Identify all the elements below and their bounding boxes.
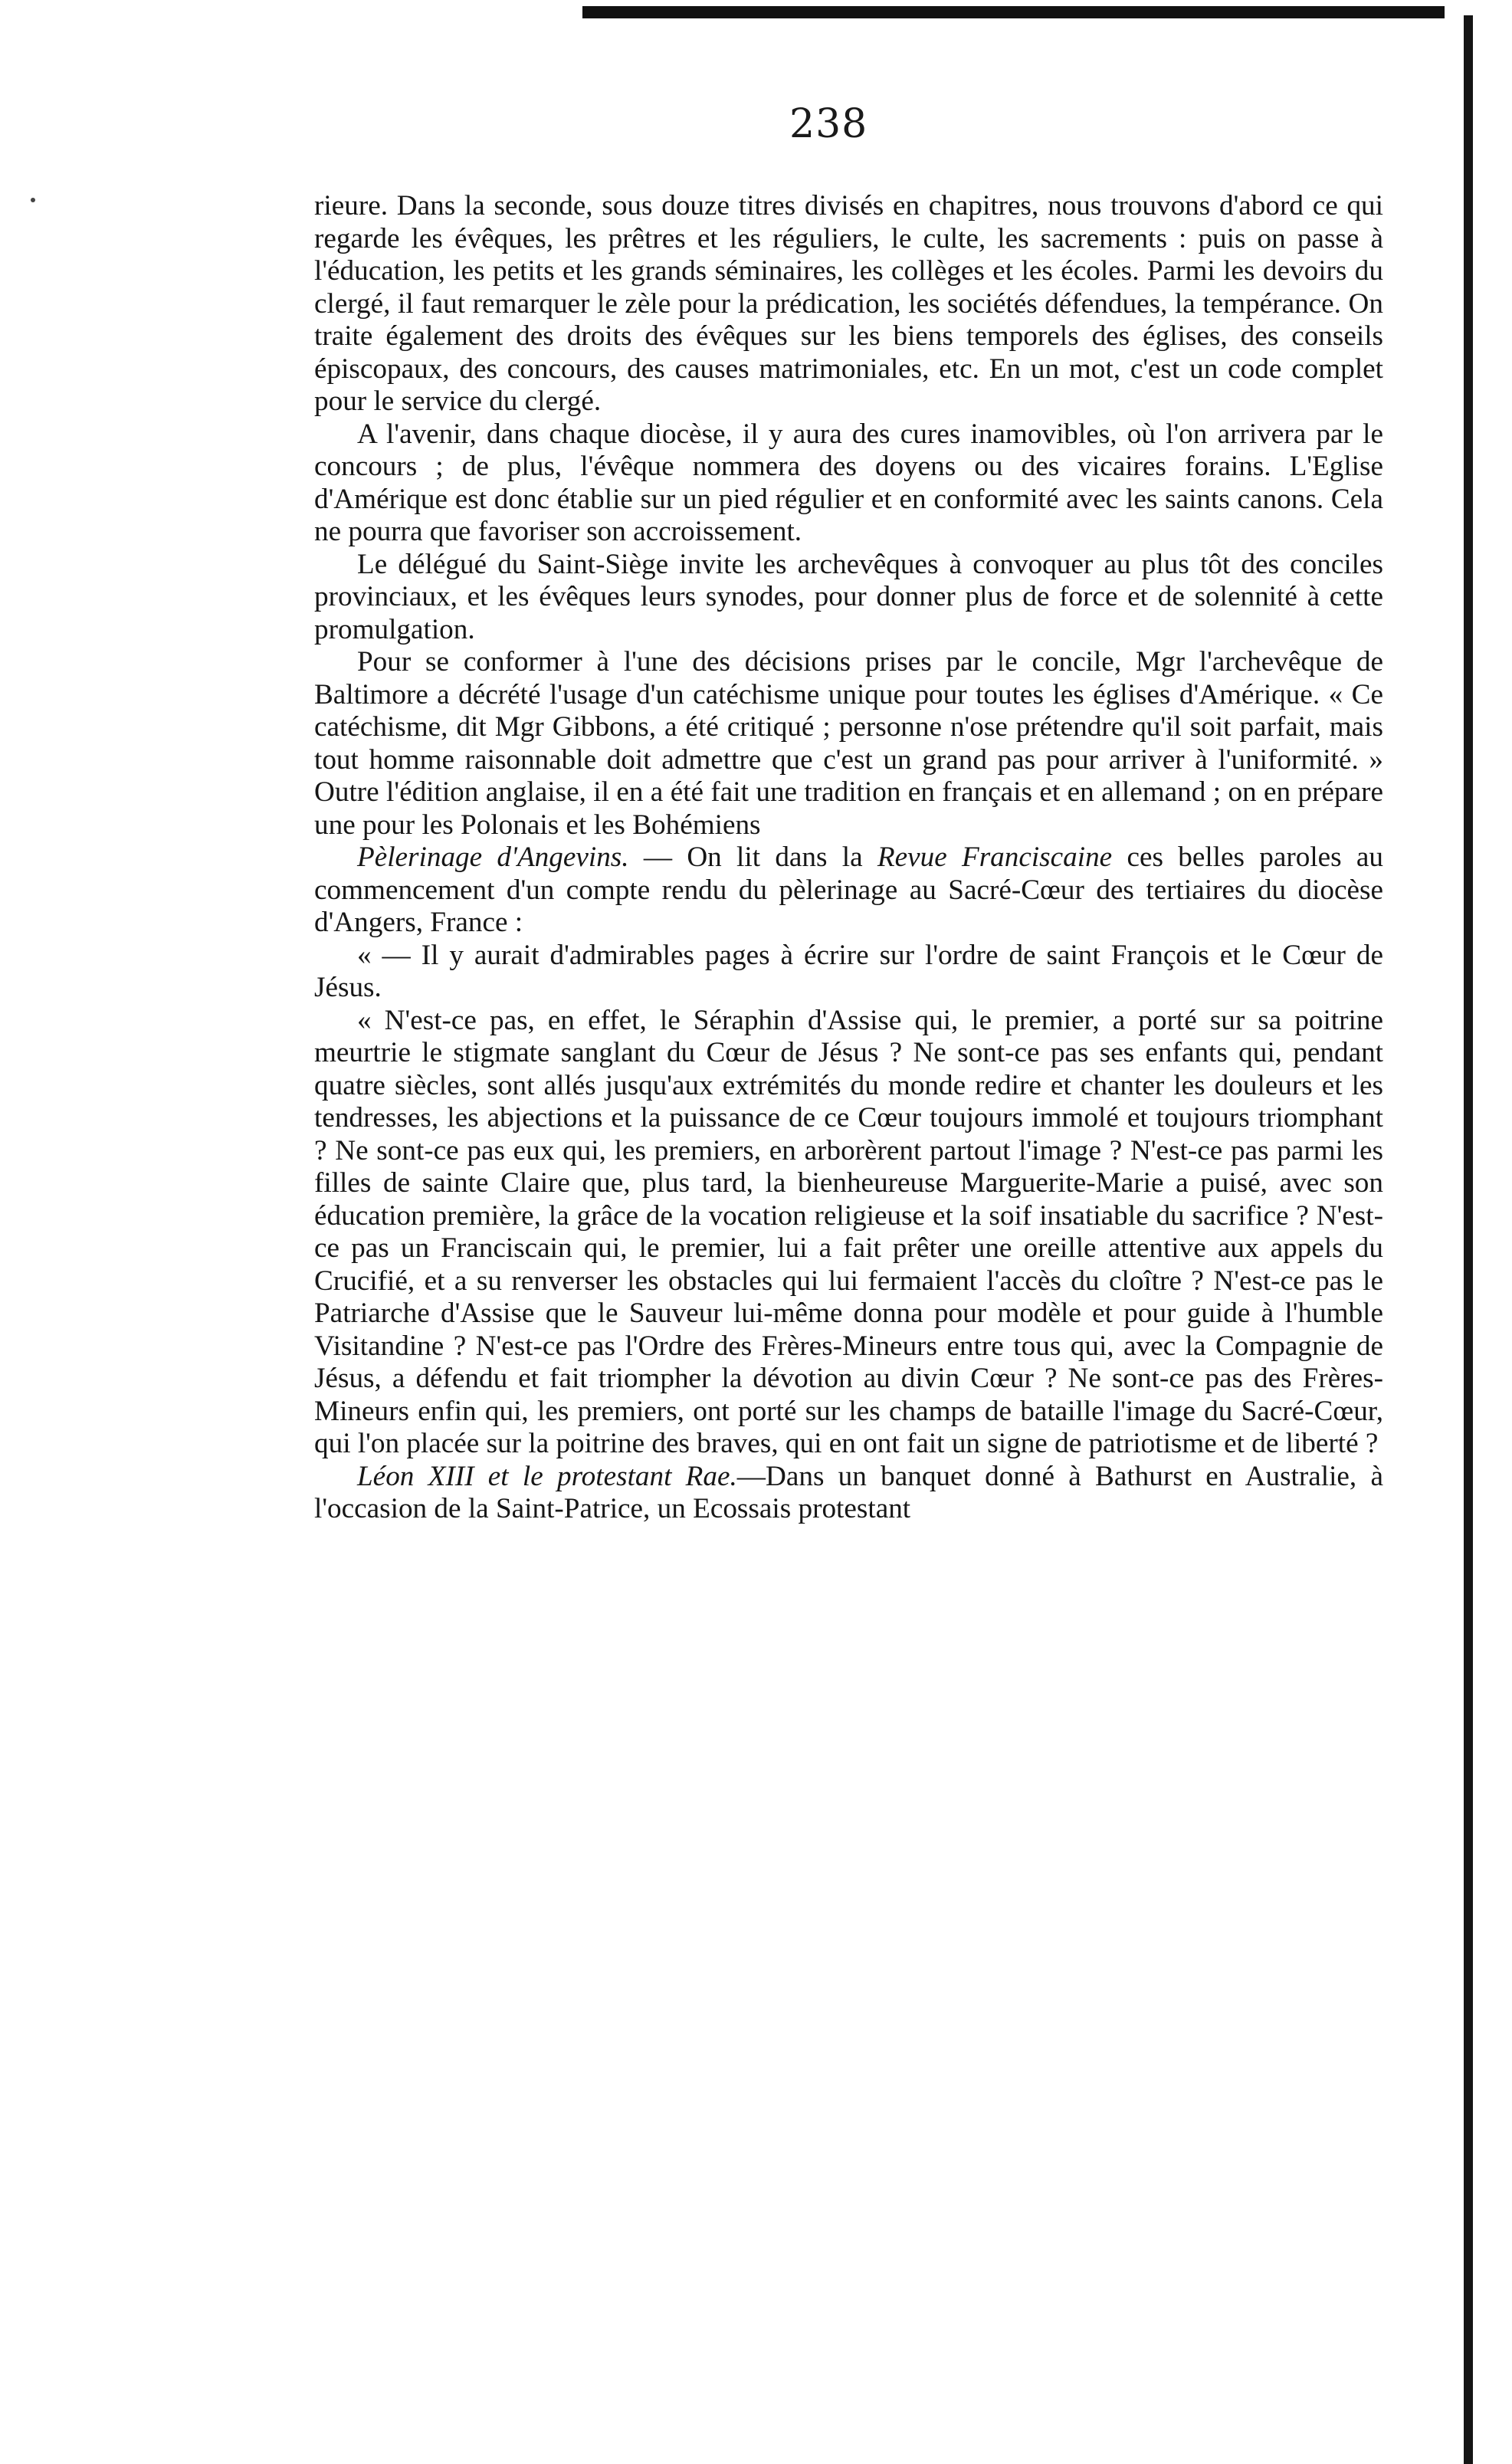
revue-franciscaine-title: Revue Franciscaine	[877, 842, 1113, 873]
ink-speck	[31, 198, 35, 202]
paragraph-5-text-b: ces belles paroles au commencement d'un compte rendu du pèlerinage au Sacré-Cœur des tertiaires du diocèse d'Angers, France :	[314, 842, 1384, 938]
paragraph-8-text: —Dans un banquet donné à Bathurst en Australie, à l'occasion de la Saint-Patrice, un Ecossais protestant	[314, 1460, 1383, 1524]
paragraph-2-text: A l'avenir, dans chaque diocèse, il y aura des cures inamovibles, où l'on arrivera par le concours ; de plus, l'évêque nommera des doyens ou des vicaires forains. L'Eglise d'Amérique est donc établie sur un pied régulier et en conformité avec les saints canons. Cela ne pourra que favoriser son accroissement.	[314, 418, 1383, 547]
paragraph-8	[314, 1461, 1383, 1526]
paragraph-3	[314, 549, 1383, 647]
section-title-leon-xiii: Léon XIII et le protestant Rae.	[357, 1460, 737, 1492]
paragraph-6	[314, 940, 1383, 1005]
paragraph-3-text: Le délégué du Saint-Siège invite les archevêques à convoquer au plus tôt des conciles provinciaux, et les évêques leurs synodes, pour donner plus de force et de solennité à cette promulgation.	[314, 548, 1383, 645]
paragraph-5	[314, 842, 1383, 940]
paragraph-7	[314, 1005, 1383, 1461]
top-border-rule	[582, 6, 1445, 18]
page-edge-shadow	[1464, 15, 1473, 2464]
paragraph-4-text: Pour se conformer à l'une des décisions prises par le concile, Mgr l'archevêque de Baltimore a décrété l'usage d'un catéchisme unique pour toutes les églises d'Amérique. « Ce catéchisme, dit Mgr Gibbons, a été critiqué ; personne n'ose prétendre qu'il soit parfait, mais tout homme raisonnable doit admettre que c'est un grand pas pour arriver à l'uniformité. » Outre l'édition anglaise, il en a été fait une tradition en français et en allemand ; on en prépare une pour les Polonais et les Bohémiens	[314, 646, 1383, 841]
paragraph-1-text: rieure. Dans la seconde, sous douze titres divisés en chapitres, nous trouvons d'abord ce qui regarde les évêques, les prêtres et les réguliers, le culte, les sacrements : puis on passe à l'éducation, les petits et les grands séminaires, les collèges et les écoles. Parmi les devoirs du clergé, il faut remarquer le zèle pour la prédication, les sociétés défendues, la tempérance. On traite également des droits des évêques sur les biens temporels des églises, des conseils épiscopaux, des concours, des causes matrimoniales, etc. En un mot, c'est un code complet pour le service du clergé.	[314, 190, 1383, 417]
section-title-pelerinage: Pèlerinage d'Angevins.	[357, 842, 629, 873]
paragraph-5-text-a: — On lit dans la	[628, 842, 877, 873]
paragraph-7-text: « N'est-ce pas, en effet, le Séraphin d'Assise qui, le premier, a porté sur sa poitrine meurtrie le stigmate sanglant du Cœur de Jésus ? Ne sont-ce pas ses enfants qui, pendant quatre siècles, sont allés jusqu'aux extrémités du monde redire et chanter les douleurs et les tendresses, les abjections et la puissance de ce Cœur toujours immolé et toujours triomphant ? Ne sont-ce pas eux qui, les premiers, en arborèrent partout l'image ? N'est-ce pas parmi les filles de sainte Claire que, plus tard, la bienheureuse Marguerite-Marie a puisé, avec son éducation première, la grâce de la vocation religieuse et la soif insatiable du sacrifice ? N'est-ce pas un Franciscain qui, le premier, lui a fait prêter une oreille attentive aux appels du Crucifié, et a su renverser les obstacles qui lui fermaient l'accès du cloître ? N'est-ce pas le Patriarche d'Assise que le Sauveur lui-même donna pour modèle et pour guide à l'humble Visitandine ? N'est-ce pas l'Ordre des Frères-Mineurs entre tous qui, avec la Compagnie de Jésus, a défendu et fait triompher la dévotion au divin Cœur ? Ne sont-ce pas des Frères-Mineurs enfin qui, les premiers, ont porté sur les champs de bataille l'image du Sacré-Cœur, qui l'on placée sur la poitrine des braves, qui en ont fait un signe de patriotisme et de liberté ?	[314, 1004, 1383, 1459]
paragraph-1	[314, 190, 1383, 418]
page-body	[314, 190, 1383, 1526]
paragraph-6-text: « — Il y aurait d'admirables pages à écrire sur l'ordre de saint François et le Cœur de Jésus.	[314, 939, 1383, 1003]
paragraph-2	[314, 418, 1383, 549]
page-number: 238	[789, 101, 868, 147]
paragraph-4	[314, 646, 1383, 842]
